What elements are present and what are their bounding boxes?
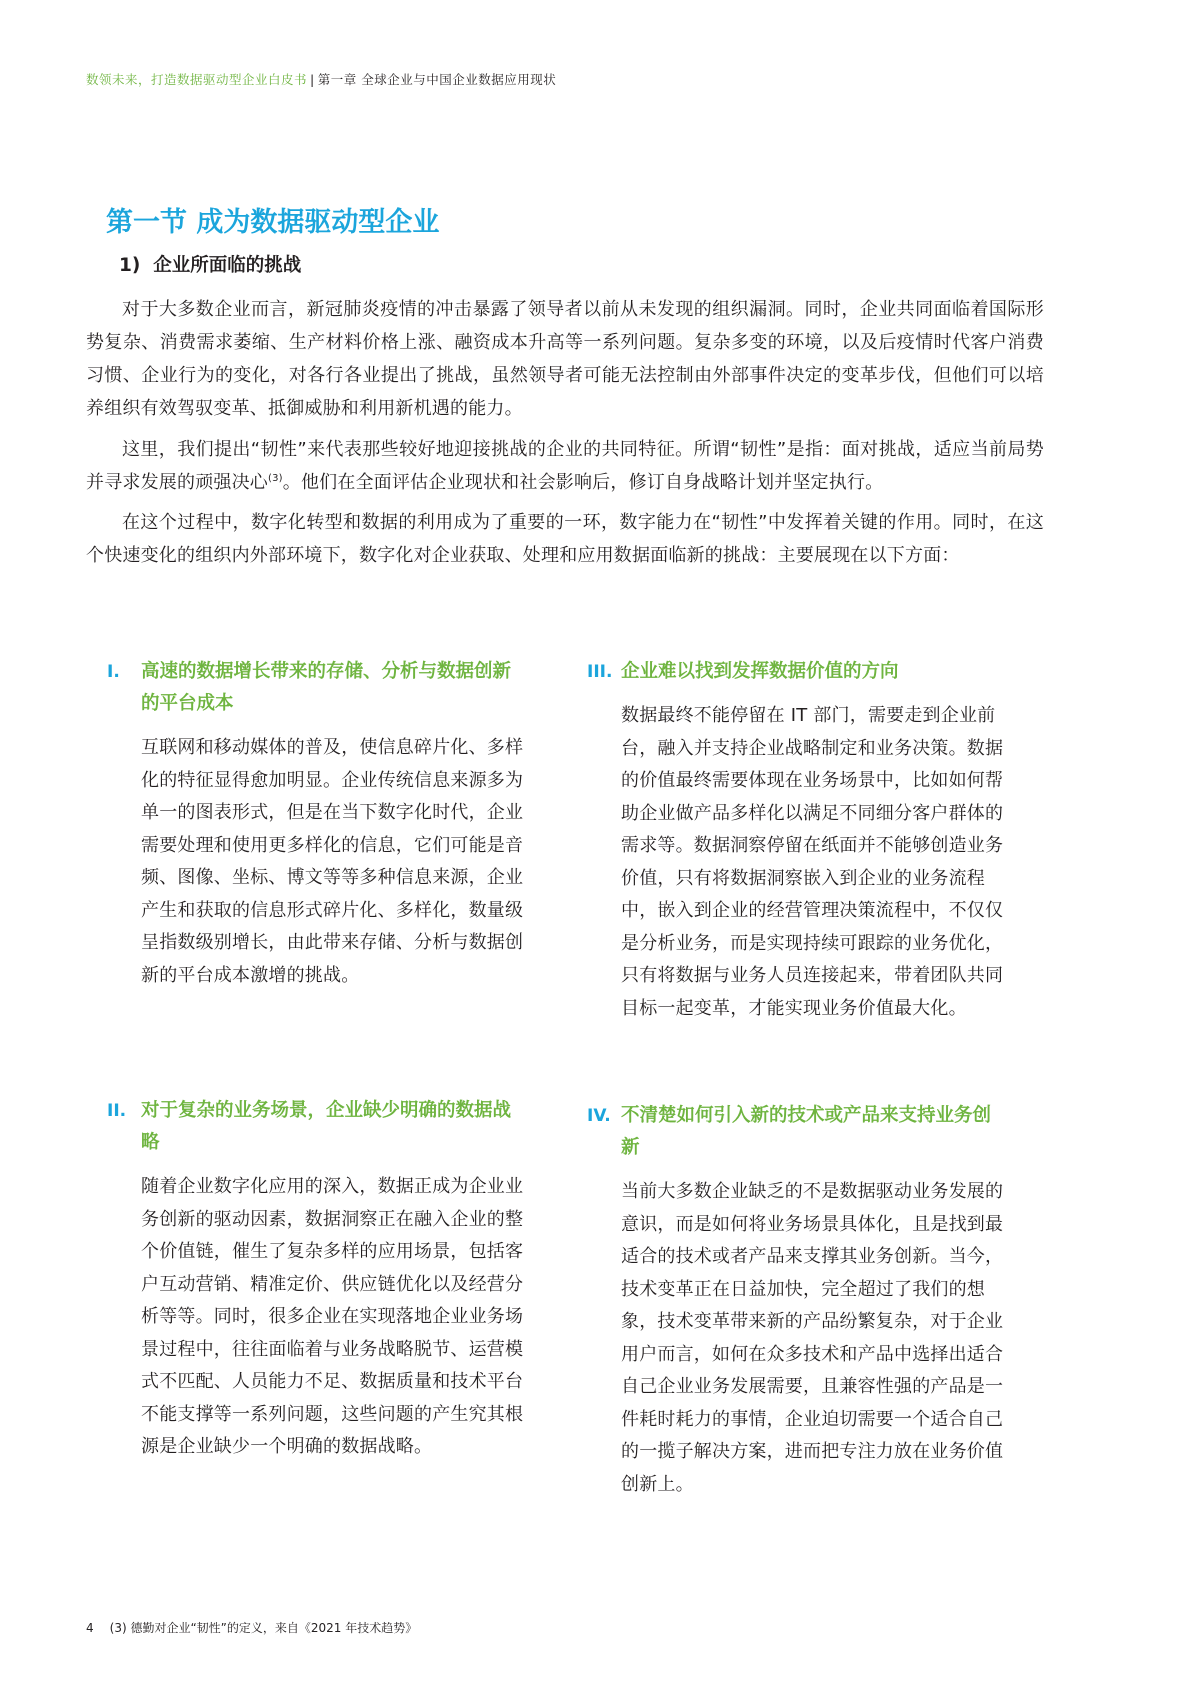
intro-paragraph-2-part-a: 这里，我们提出“韧性”来代表那些较好地迎接挑战的企业的共同特征。所谓“韧性”是指：面对挑战，适应当前局势并寻求发展的顽强决心 — [86, 438, 1044, 493]
challenge-numeral: III. — [587, 662, 613, 682]
intro-text — [86, 293, 1044, 580]
sub-title: 1) 企业所面临的挑战 — [119, 255, 302, 276]
page-footer — [86, 1619, 417, 1636]
challenge-title: 企业难以找到发挥数据价值的方向 — [621, 661, 899, 682]
challenge-item-3 — [587, 656, 1007, 1025]
challenge-title: 高速的数据增长带来的存储、分析与数据创新的平台成本 — [141, 661, 512, 714]
document-title: 数领未来，打造数据驱动型企业白皮书 — [86, 72, 308, 87]
page-number: 4 — [86, 1621, 94, 1635]
intro-paragraph-2-part-b: 。他们在全面评估企业现状和社会影响后，修订自身战略计划并坚定执行。 — [282, 471, 884, 493]
intro-paragraph-3: 在这个过程中，数字化转型和数据的利用成为了重要的一环，数字能力在“韧性”中发挥着关键的作用。同时，在这个快速变化的组织内外部环境下，数字化对企业获取、处理和应用数据面临新的挑战：主要展现在以下方面： — [86, 512, 1044, 566]
challenge-numeral: II. — [107, 1101, 127, 1121]
chapter-title: 第一章 全球企业与中国企业数据应用现状 — [317, 72, 557, 87]
challenge-item-4 — [587, 1100, 1007, 1501]
header-separator: | — [310, 72, 315, 87]
challenge-body: 互联网和移动媒体的普及，使信息碎片化、多样化的特征显得愈加明显。企业传统信息来源多为单一的图表形式，但是在当下数字化时代，企业需要处理和使用更多样化的信息，它们可能是音频、图像、坐标、博文等等多种信息来源，企业产生和获取的信息形式碎片化、多样化，数量级呈指数级别增长，由此带来存储、分析与数据创新的平台成本激增的挑战。 — [141, 737, 524, 986]
footnote: (3) 德勤对企业“韧性”的定义，来自《2021 年技术趋势》 — [109, 1621, 418, 1635]
challenge-body: 数据最终不能停留在 IT 部门，需要走到企业前台，融入并支持企业战略制定和业务决策。数据的价值最终需要体现在业务场景中，比如如何帮助企业做产品多样化以满足不同细分客户群体的需求等。数据洞察停留在纸面并不能够创造业务价值，只有将数据洞察嵌入到企业的业务流程中，嵌入到企业的经营管理决策流程中，不仅仅是分析业务，而是实现持续可跟踪的业务优化，只有将数据与业务人员连接起来，带着团队共同目标一起变革，才能实现业务价值最大化。 — [621, 705, 1004, 1019]
challenge-item-2 — [107, 1095, 527, 1464]
challenge-title: 对于复杂的业务场景，企业缺少明确的数据战略 — [141, 1100, 512, 1153]
challenge-body: 随着企业数字化应用的深入，数据正成为企业业务创新的驱动因素，数据洞察正在融入企业的整个价值链，催生了复杂多样的应用场景，包括客户互动营销、精准定价、供应链优化以及经营分析等等。同时，很多企业在实现落地企业业务场景过程中，往往面临着与业务战略脱节、运营模式不匹配、人员能力不足、数据质量和技术平台不能支撑等一系列问题，这些问题的产生究其根源是企业缺少一个明确的数据战略。 — [141, 1176, 524, 1457]
challenge-title: 不清楚如何引入新的技术或产品来支持业务创新 — [621, 1105, 992, 1158]
footnote-reference: (3) — [268, 472, 283, 484]
challenge-numeral: IV. — [587, 1106, 611, 1126]
section-title: 第一节 成为数据驱动型企业 — [106, 207, 440, 238]
challenge-numeral: I. — [107, 662, 120, 682]
challenge-item-1 — [107, 656, 527, 992]
intro-paragraph-1: 对于大多数企业而言，新冠肺炎疫情的冲击暴露了领导者以前从未发现的组织漏洞。同时，企业共同面临着国际形势复杂、消费需求萎缩、生产材料价格上涨、融资成本升高等一系列问题。复杂多变的环境，以及后疫情时代客户消费习惯、企业行为的变化，对各行各业提出了挑战，虽然领导者可能无法控制由外部事件决定的变革步伐，但他们可以培养组织有效驾驭变革、抵御威胁和利用新机遇的能力。 — [86, 299, 1044, 419]
challenge-body: 当前大多数企业缺乏的不是数据驱动业务发展的意识，而是如何将业务场景具体化，且是找到最适合的技术或者产品来支撑其业务创新。当今，技术变革正在日益加快，完全超过了我们的想象，技术变革带来新的产品纷繁复杂，对于企业用户而言，如何在众多技术和产品中选择出适合自己企业业务发展需要，且兼容性强的产品是一件耗时耗力的事情，企业迫切需要一个适合自己的一揽子解决方案，进而把专注力放在业务价值创新上。 — [621, 1181, 1004, 1495]
intro-paragraph-2 — [86, 433, 1044, 499]
running-header — [86, 70, 556, 88]
